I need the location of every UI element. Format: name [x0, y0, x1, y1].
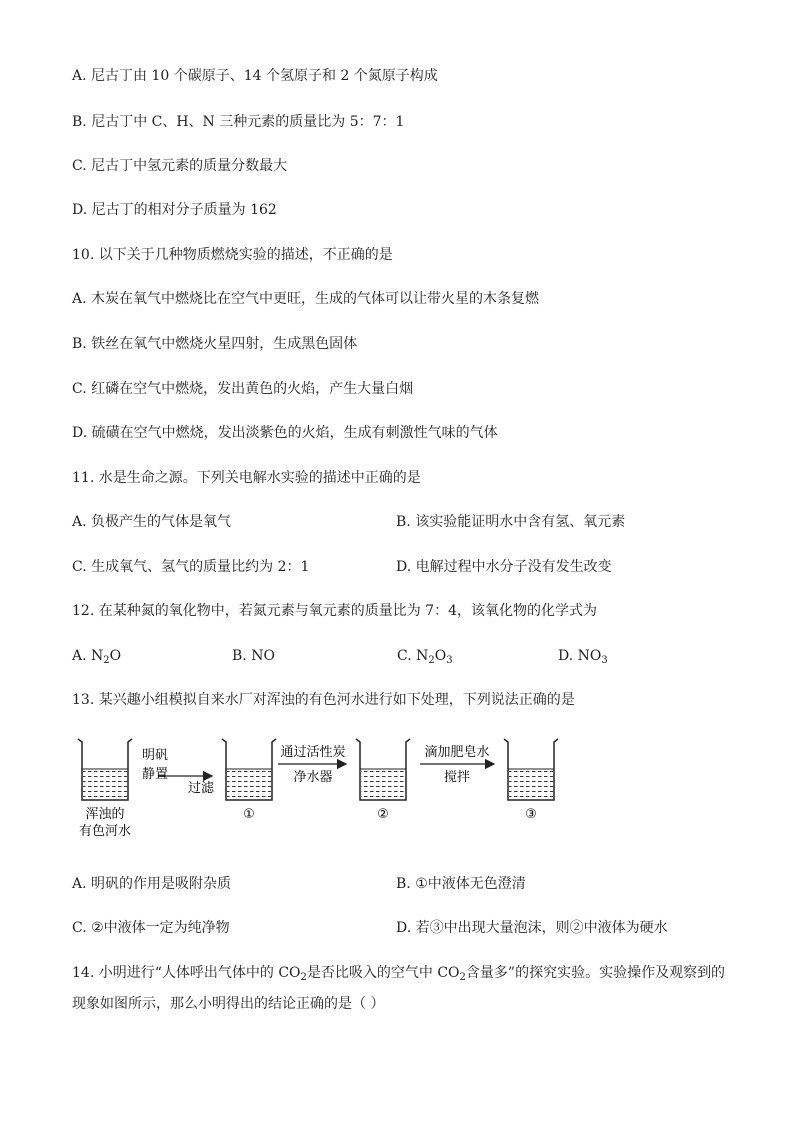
q10-option-b: B. 铁丝在氧气中燃烧火星四射，生成黑色固体	[72, 336, 358, 352]
step2-label-top: 通过活性炭	[280, 745, 346, 760]
beaker-0-label-line2: 有色河水	[78, 824, 132, 839]
q9-option-a: A. 尼古丁由 10 个碳原子、14 个氢原子和 2 个氮原子构成	[72, 68, 438, 84]
q9-option-b: B. 尼古丁中 C、H、N 三种元素的质量比为 5：7：1	[72, 114, 405, 130]
q11-option-c: C. 生成氧气、氢气的质量比约为 2：1	[72, 559, 310, 575]
q11-option-a: A. 负极产生的气体是氧气	[72, 514, 232, 530]
q13-option-d: D. 若③中出现大量泡沫，则②中液体为硬水	[396, 920, 668, 936]
q10-stem: 10. 以下关于几种物质燃烧实验的描述，不正确的是	[72, 247, 393, 263]
q12-option-a: A. $N_2O$	[72, 648, 122, 666]
q12-stem: 12. 在某种氮的氧化物中，若氮元素与氧元素的质量比为 7：4，该氧化物的化学式为	[72, 603, 597, 619]
beaker-0	[78, 739, 132, 800]
beaker-3	[504, 739, 558, 800]
q14-stem-line2: 现象如图所示，那么小明得出的结论正确的是（ ）	[72, 996, 385, 1012]
q9-option-c: C. 尼古丁中氢元素的质量分数最大	[72, 158, 288, 174]
water-treatment-figure	[70, 734, 570, 844]
beaker-2	[356, 739, 410, 800]
beaker-1-label: ①	[243, 807, 255, 822]
beaker-1	[222, 739, 276, 800]
step2-label-bottom: 净水器	[293, 770, 333, 785]
step3-label-top: 滴加肥皂水	[424, 745, 490, 760]
q11-option-b: B. 该实验能证明水中含有氢、氧元素	[396, 514, 626, 530]
q13-option-b: B. ①中液体无色澄清	[396, 876, 526, 892]
step1-label-bottom: 过滤	[187, 781, 215, 796]
q12-option-c: C. $N_2O_3$	[397, 648, 453, 666]
step1-label-top: 明矾	[141, 748, 169, 763]
beaker-0-label-line1: 浑浊的	[85, 807, 125, 822]
q13-stem: 13. 某兴趣小组模拟自来水厂对浑浊的有色河水进行如下处理，下列说法正确的是	[72, 692, 575, 708]
step3-label-bottom: 搅拌	[443, 770, 471, 785]
q11-stem: 11. 水是生命之源。下列关电解水实验的描述中正确的是	[72, 470, 421, 486]
step1-label-mid: 静置	[141, 767, 169, 782]
q12-option-b: B. NO	[232, 648, 275, 664]
q11-option-d: D. 电解过程中水分子没有发生改变	[396, 559, 612, 575]
beaker-3-label: ③	[525, 807, 537, 822]
q13-option-c: C. ②中液体一定为纯净物	[72, 920, 230, 936]
q14-stem-line1: 14. 小明进行“人体呼出气体中的 $CO_2$是否比吸入的空气中 $CO_2$含量多”的探究实验。实验操作及观察到的	[72, 965, 726, 983]
q9-option-d: D. 尼古丁的相对分子质量为 162	[72, 202, 277, 218]
q10-option-c: C. 红磷在空气中燃烧，发出黄色的火焰，产生大量白烟	[72, 381, 414, 397]
beaker-2-label: ②	[377, 807, 389, 822]
q12-option-d: D. $NO_3$	[558, 648, 608, 666]
q10-option-d: D. 硫磺在空气中燃烧，发出淡紫色的火焰，生成有刺激性气味的气体	[72, 425, 498, 441]
q13-option-a: A. 明矾的作用是吸附杂质	[72, 876, 232, 892]
q10-option-a: A. 木炭在氧气中燃烧比在空气中更旺，生成的气体可以让带火星的木条复燃	[72, 291, 540, 307]
